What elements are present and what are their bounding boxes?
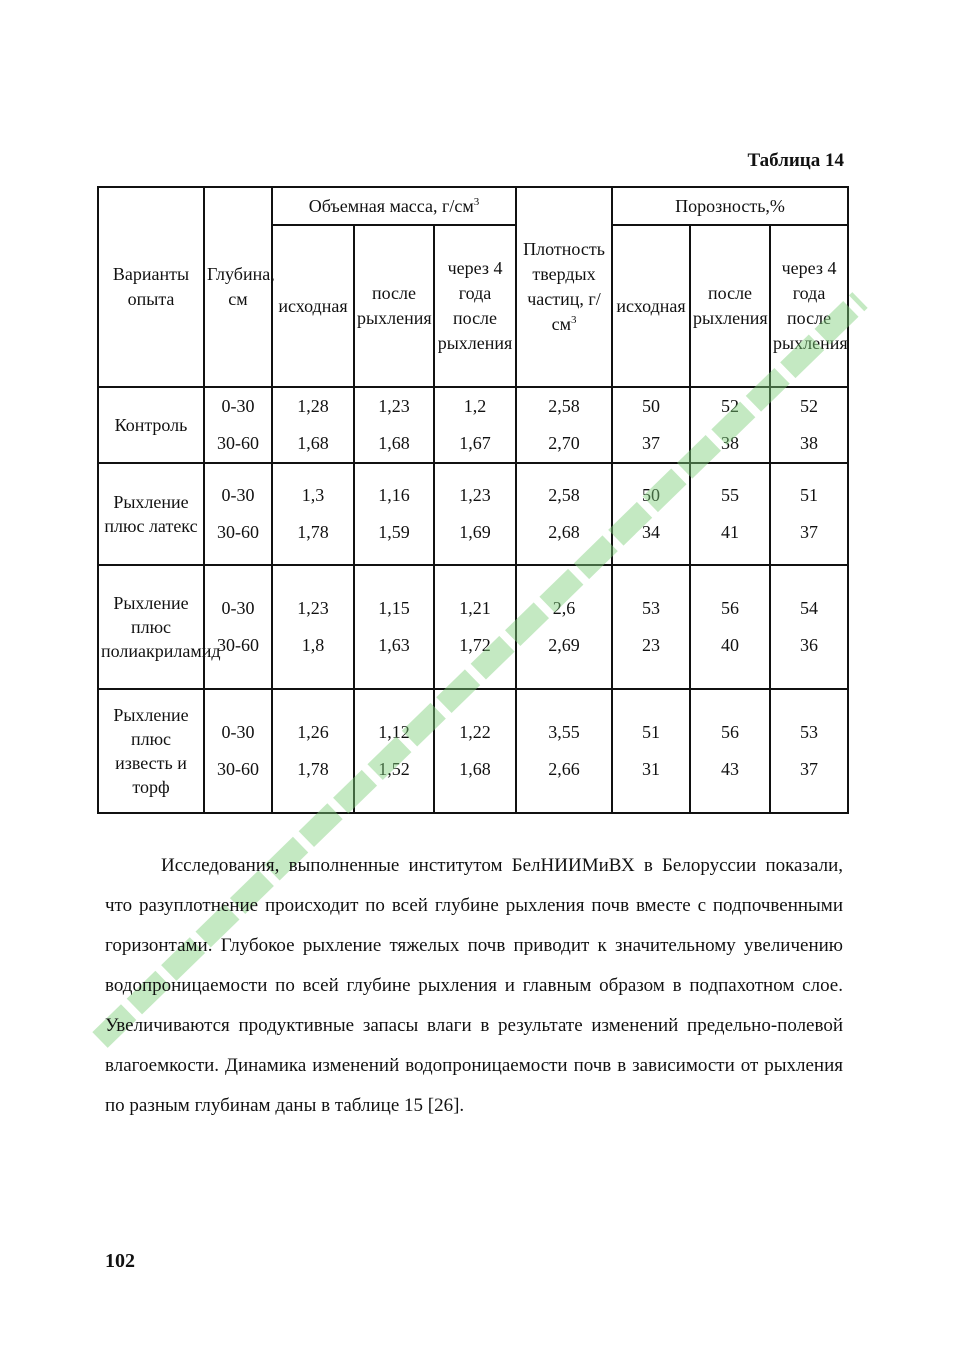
cell-value: 1,67: [459, 433, 491, 453]
cell-value: 1,52: [378, 759, 410, 779]
por-4y-cell: [770, 387, 848, 463]
cell-value: 1,22: [459, 722, 491, 742]
mass-after-cell: [354, 689, 434, 813]
cell-value: 2,69: [548, 635, 580, 655]
cell-value: 1,12: [378, 722, 410, 742]
cell-value: 1,26: [297, 722, 329, 742]
depth-value: 30-60: [217, 635, 259, 655]
mass-initial-cell: [272, 689, 354, 813]
cell-value: 1,8: [301, 635, 325, 655]
cell-value: 1,72: [459, 635, 491, 655]
variant-cell: Рыхление плюс полиакриламид: [98, 565, 204, 689]
cell-value: 38: [800, 433, 819, 453]
cell-value: 1,68: [459, 759, 491, 779]
header-bulk-mass-sup: 3: [473, 195, 480, 208]
header-variant: Варианты опыта: [98, 187, 204, 387]
subheader-mass-4y: через 4 года после рыхления: [434, 225, 516, 387]
cell-value: 50: [642, 396, 661, 416]
cell-value: 2,66: [548, 759, 580, 779]
mass-4y-cell: [434, 565, 516, 689]
cell-value: 37: [800, 522, 819, 542]
mass-initial-cell: [272, 565, 354, 689]
depth-cell: [204, 689, 272, 813]
depth-cell: [204, 565, 272, 689]
table-row: [98, 689, 848, 813]
cell-value: 51: [800, 485, 819, 505]
cell-value: 1,23: [378, 396, 410, 416]
por-after-cell: [690, 565, 770, 689]
header-bulk-mass: [272, 187, 516, 225]
depth-value: 0-30: [221, 485, 255, 505]
cell-value: 38: [721, 433, 740, 453]
cell-value: 1,68: [378, 433, 410, 453]
cell-value: 1,16: [378, 485, 410, 505]
cell-value: 53: [642, 598, 661, 618]
por-initial-cell: [612, 387, 690, 463]
table-row: [98, 463, 848, 565]
header-density-sup: 3: [570, 314, 577, 326]
cell-value: 1,28: [297, 396, 329, 416]
cell-value: 1,78: [297, 759, 329, 779]
variant-cell: Рыхление плюс известь и торф: [98, 689, 204, 813]
cell-value: 41: [721, 522, 740, 542]
cell-value: 1,69: [459, 522, 491, 542]
mass-4y-cell: [434, 463, 516, 565]
cell-value: 1,68: [297, 433, 329, 453]
cell-value: 1,23: [297, 598, 329, 618]
table-caption: Таблица 14: [747, 150, 844, 171]
header-bulk-mass-label: Объемная масса, г/см: [308, 195, 474, 216]
density-cell: [516, 565, 612, 689]
cell-value: 1,23: [459, 485, 491, 505]
cell-value: 23: [642, 635, 661, 655]
cell-value: 51: [642, 722, 661, 742]
cell-value: 2,58: [548, 396, 580, 416]
cell-value: 1,2: [463, 396, 487, 416]
por-4y-cell: [770, 689, 848, 813]
data-table: [97, 186, 849, 814]
cell-value: 2,68: [548, 522, 580, 542]
depth-cell: [204, 387, 272, 463]
density-cell: [516, 689, 612, 813]
table-body: [98, 387, 848, 813]
header-depth: Глубина, см: [204, 187, 272, 387]
cell-value: 52: [721, 396, 740, 416]
cell-value: 56: [721, 598, 740, 618]
mass-initial-cell: [272, 387, 354, 463]
cell-value: 36: [800, 635, 819, 655]
mass-4y-cell: [434, 689, 516, 813]
variant-cell: Рыхление плюс латекс: [98, 463, 204, 565]
table-row: [98, 565, 848, 689]
body-paragraph: Исследования, выполненные институтом БелНИИМиВХ в Белоруссии показали, что разуплотнение происходит по всей глубине рыхления почв вместе с подпочвенными горизонтами. Глубокое рыхление тяжелых почв приводит к значительному увеличению водопроницаемости по всей глубине рыхления и главным образом в подпахотном слое. Увеличиваются продуктивные запасы влаги в результате изменений предельно-полевой влагоемкости. Динамика изменений водопроницаемости почв в зависимости от рыхления по разным глубинам даны в таблице 15 [26].: [105, 855, 843, 1116]
por-after-cell: [690, 689, 770, 813]
cell-value: 50: [642, 485, 661, 505]
cell-value: 31: [642, 759, 661, 779]
depth-value: 30-60: [217, 759, 259, 779]
header-porosity: Порозность,%: [612, 187, 848, 225]
cell-value: 55: [721, 485, 740, 505]
cell-value: 1,63: [378, 635, 410, 655]
cell-value: 3,55: [548, 722, 580, 742]
cell-value: 1,3: [301, 485, 325, 505]
header-density: [516, 187, 612, 387]
cell-value: 1,15: [378, 598, 410, 618]
variant-cell: Контроль: [98, 387, 204, 463]
cell-value: 37: [800, 759, 819, 779]
cell-value: 2,70: [548, 433, 580, 453]
depth-value: 0-30: [221, 396, 255, 416]
cell-value: 54: [800, 598, 819, 618]
cell-value: 2,6: [552, 598, 576, 618]
cell-value: 53: [800, 722, 819, 742]
cell-value: 1,21: [459, 598, 491, 618]
subheader-porosity-4y: через 4 года после рыхления: [770, 225, 848, 387]
page-number: 102: [105, 1250, 135, 1272]
mass-after-cell: [354, 463, 434, 565]
cell-value: 52: [800, 396, 819, 416]
por-4y-cell: [770, 463, 848, 565]
por-4y-cell: [770, 565, 848, 689]
por-after-cell: [690, 463, 770, 565]
por-initial-cell: [612, 565, 690, 689]
depth-value: 0-30: [221, 722, 255, 742]
cell-value: 37: [642, 433, 661, 453]
cell-value: 40: [721, 635, 740, 655]
mass-initial-cell: [272, 463, 354, 565]
cell-value: 34: [642, 522, 661, 542]
por-after-cell: [690, 387, 770, 463]
por-initial-cell: [612, 689, 690, 813]
depth-value: 0-30: [221, 598, 255, 618]
cell-value: 1,59: [378, 522, 410, 542]
subheader-mass-after: после рыхления: [354, 225, 434, 387]
cell-value: 43: [721, 759, 740, 779]
subheader-porosity-initial: исходная: [612, 225, 690, 387]
mass-after-cell: [354, 565, 434, 689]
depth-cell: [204, 463, 272, 565]
depth-value: 30-60: [217, 522, 259, 542]
mass-after-cell: [354, 387, 434, 463]
cell-value: 56: [721, 722, 740, 742]
table-row: [98, 387, 848, 463]
cell-value: 1,78: [297, 522, 329, 542]
por-initial-cell: [612, 463, 690, 565]
header-density-label: Плотность твердых частиц, г/см: [523, 239, 605, 334]
cell-value: 2,58: [548, 485, 580, 505]
density-cell: [516, 463, 612, 565]
density-cell: [516, 387, 612, 463]
subheader-porosity-after: после рыхления: [690, 225, 770, 387]
subheader-mass-initial: исходная: [272, 225, 354, 387]
mass-4y-cell: [434, 387, 516, 463]
depth-value: 30-60: [217, 433, 259, 453]
